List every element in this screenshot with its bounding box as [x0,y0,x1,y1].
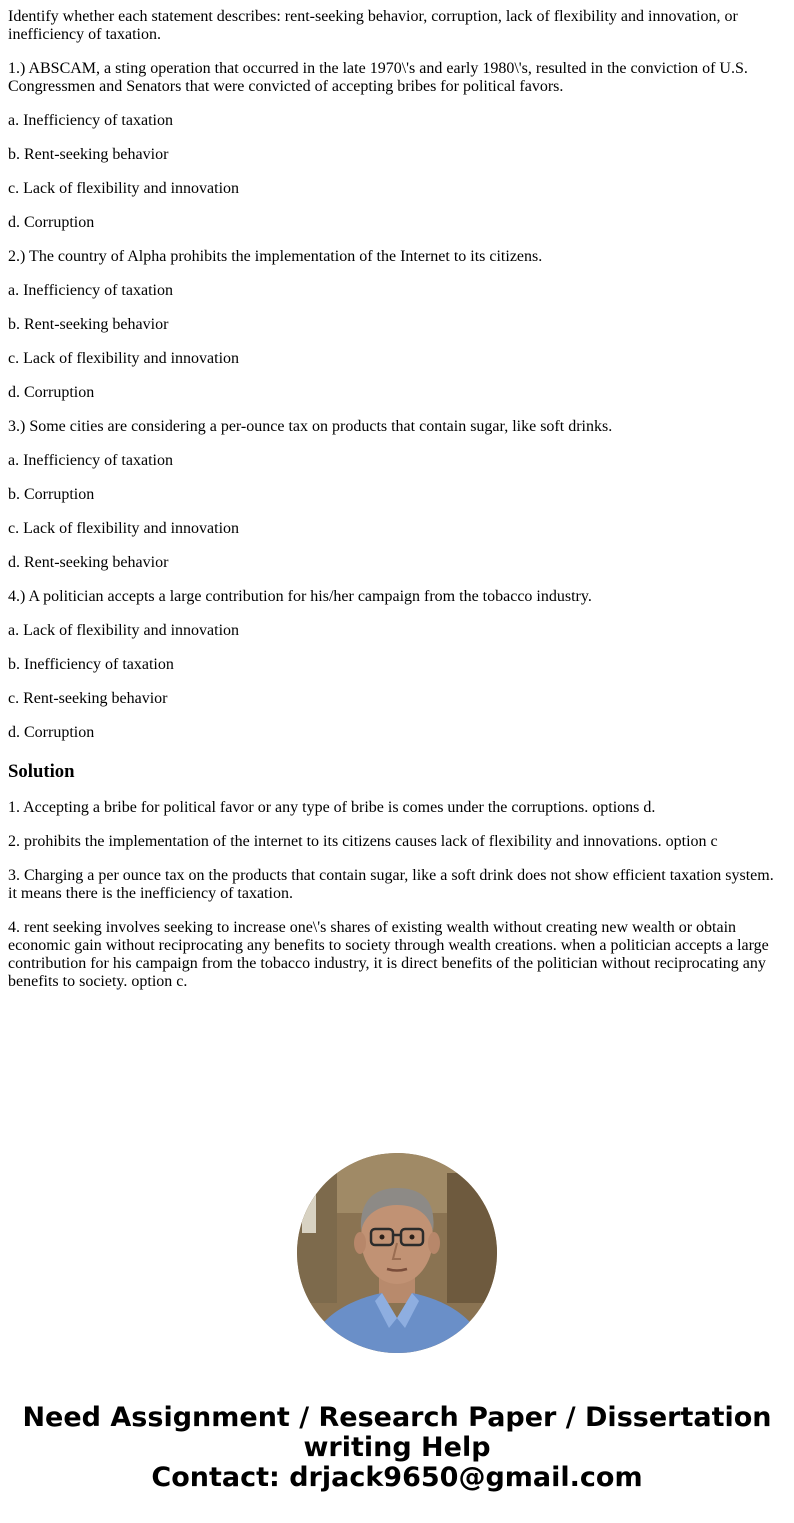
q1-option-a: a. Inefficiency of taxation [8,112,173,129]
solution-heading: Solution [8,761,75,782]
q3-option-b: b. Corruption [8,486,95,503]
q2-option-b: b. Rent-seeking behavior [8,316,169,333]
q2-option-d: d. Corruption [8,384,95,401]
q2-option-c: c. Lack of flexibility and innovation [8,350,240,367]
footer-contact: Contact: drjack9650@gmail.com [151,1462,643,1493]
question-3: 3.) Some cities are considering a per-ounce tax on products that contain sugar, like soft drinks. [8,418,613,435]
intro-text: Identify whether each statement describes: rent-seeking behavior, corruption, lack of flexibility and innovation, or inefficiency of taxation. [8,8,738,43]
question-1: 1.) ABSCAM, a sting operation that occurred in the late 1970\'s and early 1980\'s, resulted in the conviction of U.S. Congressmen and Senators that were convicted of accepting bribes for political favors. [8,60,748,95]
footer-line-1: Need Assignment / Research Paper / Dissertation [22,1402,772,1433]
author-avatar [297,1153,497,1353]
q1-option-c: c. Lack of flexibility and innovation [8,180,240,197]
q4-option-c: c. Rent-seeking behavior [8,690,168,707]
footer-line-2: writing Help [303,1432,491,1463]
footer-advertisement [0,1403,794,1493]
solution-answer-1: 1. Accepting a bribe for political favor or any type of bribe is comes under the corruptions. options d. [8,799,656,816]
q3-option-c: c. Lack of flexibility and innovation [8,520,240,537]
solution-answer-2: 2. prohibits the implementation of the internet to its citizens causes lack of flexibility and innovations. option c [8,833,718,850]
q1-option-b: b. Rent-seeking behavior [8,146,169,163]
solution-answer-3: 3. Charging a per ounce tax on the products that contain sugar, like a soft drink does not show efficient taxation system. it means there is the inefficiency of taxation. [8,867,774,902]
q1-option-d: d. Corruption [8,214,95,231]
q4-option-d: d. Corruption [8,724,95,741]
q4-option-a: a. Lack of flexibility and innovation [8,622,240,639]
q3-option-d: d. Rent-seeking behavior [8,554,169,571]
question-4: 4.) A politician accepts a large contribution for his/her campaign from the tobacco industry. [8,588,592,605]
q2-option-a: a. Inefficiency of taxation [8,282,173,299]
question-2: 2.) The country of Alpha prohibits the implementation of the Internet to its citizens. [8,248,543,265]
q4-option-b: b. Inefficiency of taxation [8,656,174,673]
author-portrait-image [297,1153,497,1353]
q3-option-a: a. Inefficiency of taxation [8,452,173,469]
solution-answer-4: 4. rent seeking involves seeking to increase one\'s shares of existing wealth without creating new wealth or obtain economic gain without reciprocating any benefits to society through wealth creations. when a politician accepts a large contribution for his campaign from the tobacco industry, it is direct benefits of the politician without reciprocating any benefits to society. option c. [8,919,769,990]
